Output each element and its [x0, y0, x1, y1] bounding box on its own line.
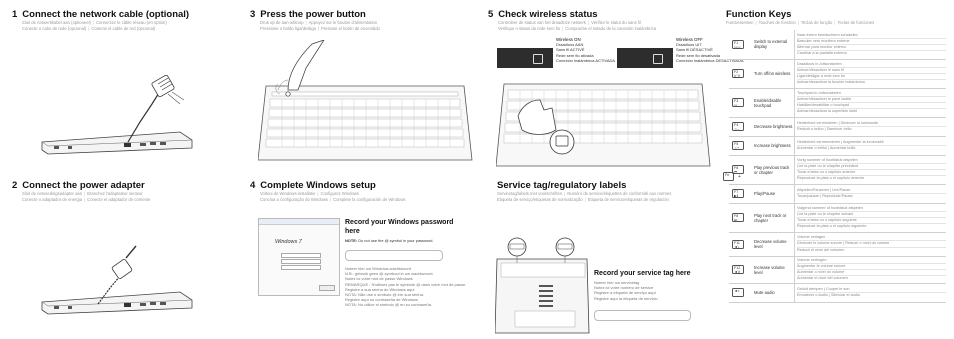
service-tag-record-title: Record your service tag here — [594, 270, 691, 277]
wireless-off-screen — [617, 48, 673, 68]
service-tag-field[interactable] — [594, 310, 691, 321]
section-2-subtitle: Sluit de netvoedingsadapter aan | Branchez l'adaptateur secteur Conecte o adaptador de energia | Conecte el adaptador de corriente — [22, 191, 151, 202]
laptop-side-network-illustration — [40, 70, 195, 160]
fkey-row-brightness-down: F4 ☼– Decrease brightness Helderheid verminderen | Diminuer la luminosité Reduzir o brilho | Disminuir brillo — [729, 117, 946, 136]
next-track-key-icon: F8 ⏭ — [732, 213, 744, 222]
wireless-on-label: Wireless ON Draadloos AAN Sans fil ACTIVÉ Rede sem fio ativada Conexión inalámbrica ACTIVADA — [556, 37, 616, 63]
section-3-title: 3 Press the power button — [250, 9, 366, 20]
fkey-row-next-track: F8 ⏭ Play next track or chapter Volgend nummer of hoofdstuk afspelen Lire la piste ou le chapitre suivant Tocar a faixa ou o capítulo seguinte Reproducir la pista o el capítulo siguiente — [729, 203, 946, 232]
laptop-bottom-illustration — [495, 235, 595, 337]
fkey-row-mute: ◄× Mute audio Geluid dempen | Couper le son Emudecer o áudio | Silenciar el audio — [729, 283, 946, 302]
function-keys-title: Function Keys — [726, 9, 792, 20]
section-5-title: 5 Check wireless status — [488, 9, 598, 20]
fn-key: Fn — [723, 172, 734, 181]
function-keys-subtitle: Functietoetsen | Touches de fonction | Teclas de função | Teclas de funciones — [726, 20, 875, 25]
service-tag-subtitle: Servicetag/labels met voorschriften | Numéro de service/étiquettes de conformité aux normes Etiqueta de serviço/etiquetas de normalização | Etiqueta de servicio/etiquetas de regulación — [497, 191, 672, 202]
wireless-on-screen — [497, 48, 553, 68]
wireless-off-label: Wireless OFF Draadloos UIT Sans fil DÉSACTIVÉ Rede sem fio desativada Conexión inalámbrica DESACTIVADA — [676, 37, 744, 63]
fkey-row-external-display: F1 ▭▭ Switch to external display Naar extern beeldscherm schakelen Basculer vers moniteur externe Alternar para monitor externo Cambiar a la pantalla externa — [729, 30, 946, 59]
fkey-row-brightness-up: F5 ☼+ Increase brightness Helderheid vermeerderen | Augmenter la luminosité Aumentar o brilho | Aumentar brillo — [729, 136, 946, 155]
laptop-keyboard-power-illustration — [258, 40, 473, 165]
laptop-side-power-illustration — [40, 240, 195, 330]
fkey-row-play-pause: F7 ▶‖ Play/Pause Afspelen/Pauzeren | Lire/Pause Tocar/pausar | Reproducir/Pausa — [729, 184, 946, 203]
volume-down-key-icon: F11 ◄) — [732, 240, 744, 249]
fkey-row-volume-down: F11 ◄) Decrease volume level Volume verlagen Diminuer le volume sonore | Reduzir o nível do volume Reducir el nivel del volumen — [729, 232, 946, 256]
play-pause-key-icon: F7 ▶‖ — [732, 189, 744, 198]
service-tag-title: Service tag/regulatory labels — [497, 180, 627, 191]
section-4-title: 4 Complete Windows setup — [250, 180, 376, 191]
fkey-row-previous-track: F6 ⏮ Play previous track or chapter Vorig nummer of hoofdstuk afspelen Lire la piste ou le chapitre précédent Tocar a faixa ou o capítulo anterior Reproducir la pista o el capítulo anterior — [729, 155, 946, 184]
volume-up-key-icon: F12 ◄)) — [732, 265, 744, 274]
section-1-subtitle: Sluit de netwerkkabel aan (optioneel) | Connectez le câble réseau (en option) Conecte o cabo de rede (opcional) | Conecte el cable de red (opcional) — [22, 20, 167, 31]
section-4-subtitle: Voltooi de Windows-installatie | Configurez Windows Conclua a configuração do Windows | Complete la configuración de Windows — [260, 191, 406, 202]
section-3-subtitle: Druk op de aan-uitknop | Appuyez sur le bouton d'alimentation Pressione o botão liga/desliga | Presione el botón de encendido — [260, 20, 380, 31]
function-keys-table — [729, 30, 946, 303]
brightness-down-key-icon: F4 ☼– — [732, 122, 744, 131]
mute-key-icon: ◄× — [732, 288, 744, 297]
service-tag-translations: Noteer hier uw servicetag Notez ici votre numéro de service Registre a etiqueta de serviço aqui Registre aquí la etiqueta de servicio — [594, 280, 658, 301]
laptop-keyboard-wireless-illustration — [496, 70, 711, 168]
windows-password-field[interactable] — [345, 250, 443, 261]
windows-password-note: NOTE: Do not use the @ symbol in your password. — [345, 238, 434, 243]
section-2-title: 2 Connect the power adapter — [12, 180, 145, 191]
section-1-title: 1 Connect the network cable (optional) — [12, 9, 190, 20]
section-5-subtitle: Controleer de status van het draadloze netwerk | Vérifiez le statut du sans fil Verifique o status da rede sem fio | Compruebe el estado de la conexión inalámbrica — [498, 20, 657, 31]
fkey-row-wireless: F2 ((·)) Turn off/on wireless Draadloos in-/uitschakelen Activer/désactiver le sans fil Ligar/desligar a rede sem fio Activar/desactivar la función inalámbrica — [729, 59, 946, 88]
windows-password-title: Record your Windows password here — [345, 219, 454, 235]
plus-icon: + — [738, 174, 741, 180]
previous-track-key-icon: F6 ⏮ — [732, 165, 744, 174]
touchpad-key-icon: F3 ▭ — [732, 98, 744, 107]
windows-setup-screenshot — [258, 218, 340, 296]
brightness-up-key-icon: F5 ☼+ — [732, 141, 744, 150]
wireless-key-icon: F2 ((·)) — [732, 69, 744, 78]
fkey-row-touchpad: F3 ▭ Enable/disable touchpad Touchpad in-/uitschakelen Activer/désactiver le pavé tactile Habilitar/desabilitar o touchpad Activar/desactivar la superficie táctil — [729, 88, 946, 117]
fkey-row-volume-up: F12 ◄)) Increase volume level Volume verhogen Augmenter le volume sonore Aumentar o nível do volume Aumentar el nivel del volumen — [729, 256, 946, 283]
windows-logo: Windows 7 — [275, 239, 302, 245]
windows-password-translations: Noteer hier uw Windows-wachtwoord N.B.: gebruik geen @-symbool in uw wachtwoord. Notez ici votre mot de passe Windows REMARQUE : N'utilisez pas le symbole @ dans votre mot de passe. Registre a sua senha do Windows aqui NOTA: Não use o símbolo @ em sua senha. Registre aquí su contraseña de Windows NOTA: No utilice el símbolo @ en su contraseña. — [345, 266, 467, 308]
display-key-icon: F1 ▭▭ — [732, 40, 744, 49]
